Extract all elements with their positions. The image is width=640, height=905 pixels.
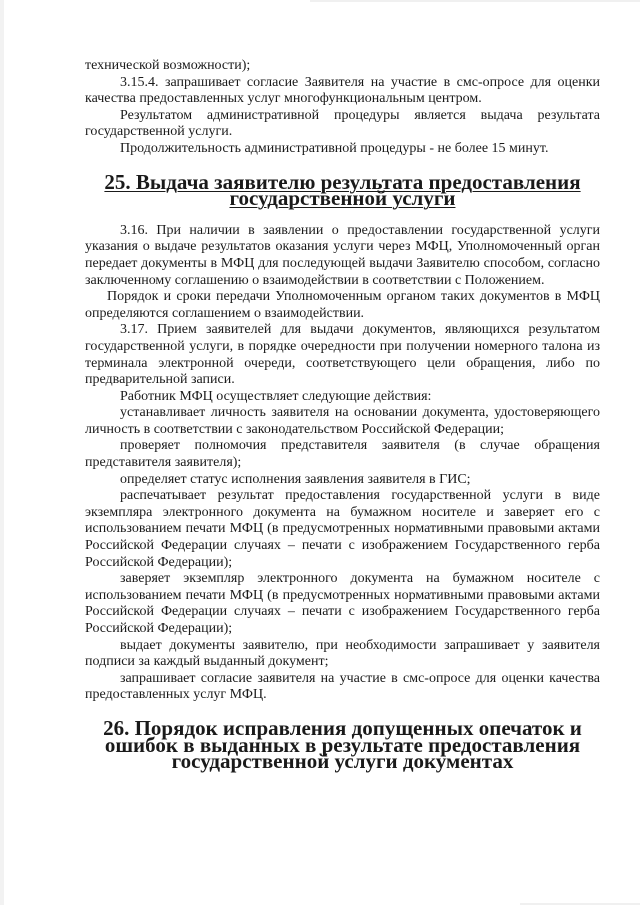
paragraph-print-result: распечатывает результат предоставления государственной услуги в виде экземпляра электронного документа на бумажном носителе и заверяет его с использованием печати МФЦ (в предусмотренных нормативными правовыми актами Российской Федерации случаях – печати с изображением Государственного герба Российской Федерации);: [85, 488, 600, 570]
scan-left-edge: [0, 0, 4, 905]
paragraph-certify-copy: заверяет экземпляр электронного документа на бумажном носителе с использованием печати МФЦ (в предусмотренных нормативными правовыми актами Российской Федерации случаях – печати с изображением Государственного герба Российской Федерации);: [85, 571, 600, 636]
paragraph-sms-survey: запрашивает согласие заявителя на участие в смс-опросе для оценки качества предоставленных услуг МФЦ.: [85, 670, 600, 703]
paragraph-identify: устанавливает личность заявителя на основании документа, удостоверяющего личность в соответствии с законодательством Российской Федерации;: [85, 405, 600, 437]
paragraph-3-15-4: 3.15.4. запрашивает согласие Заявителя на участие в смс-опросе для оценки качества предоставленных услуг многофункциональным центром.: [85, 74, 600, 107]
paragraph-issue-documents: выдает документы заявителю, при необходимости запрашивает у заявителя подписи за каждый выданный документ;: [85, 637, 600, 670]
paragraph-status: определяет статус исполнения заявления заявителя в ГИС;: [120, 471, 471, 487]
paragraph-duration: Продолжительность административной процедуры - не более 15 минут.: [120, 140, 549, 156]
scan-top-edge: [310, 0, 640, 2]
paragraph-mfc-actions: Работник МФЦ осуществляет следующие действия:: [120, 388, 432, 404]
paragraph-result: Результатом административной процедуры является выдача результата государственной услуги.: [85, 107, 600, 140]
paragraph-transfer-order: Порядок и сроки передачи Уполномоченным органом таких документов в МФЦ определяются соглашением о взаимодействии.: [85, 289, 600, 321]
paragraph-3-16: 3.16. При наличии в заявлении о предоставлении государственной услуги указания о выдаче результатов оказания услуги через МФЦ, Уполномоченный орган передает документы в МФЦ для последующей выдачи Заявителю способом, согласно заключенному соглашению о взаимодействии в соответствии с Положением.: [85, 222, 600, 288]
paragraph-continuation: технической возможности);: [85, 58, 251, 73]
paragraph-3-17: 3.17. Прием заявителей для выдачи документов, являющихся результатом государственной услуги, в порядке очередности при получении номерного талона из терминала электронной очереди, соответствующего цели обращения, либо по предварительной записи.: [85, 322, 600, 388]
document-body: [85, 58, 600, 774]
paragraph-check-authority: проверяет полномочия представителя заявителя (в случае обращения представителя заявителя);: [85, 438, 600, 471]
section-heading-26: 26. Порядок исправления допущенных опечаток и ошибок в выданных в результате предоставления государственной услуги документах: [103, 715, 582, 774]
section-heading-25: 25. Выдача заявителю результата предоставления государственной услуги: [104, 169, 581, 211]
